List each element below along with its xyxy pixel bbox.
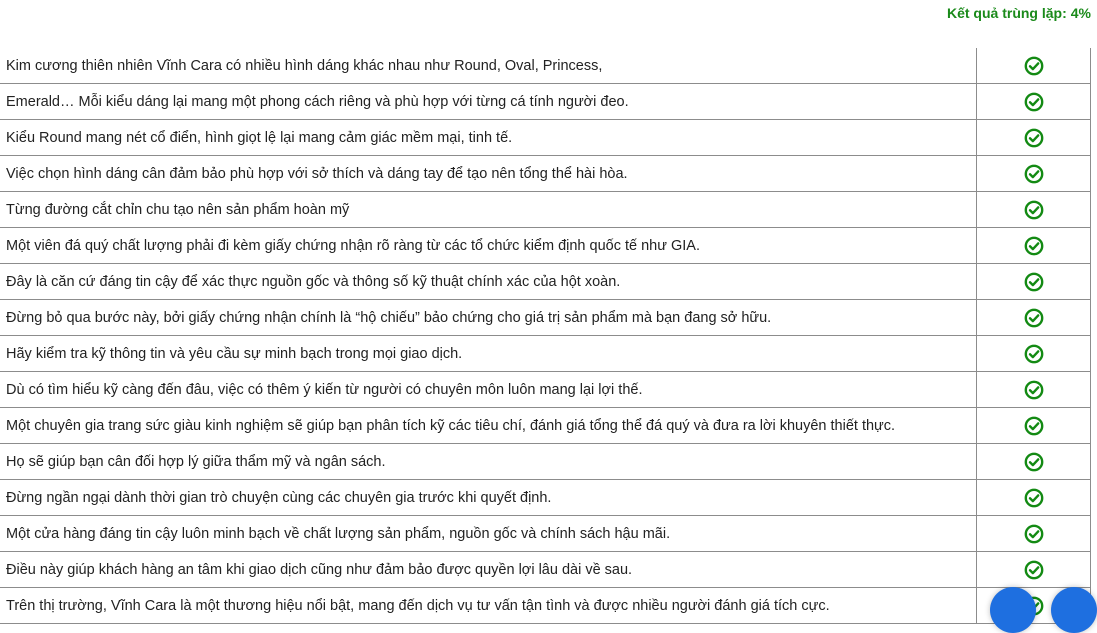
table-row — [0, 336, 1091, 372]
sentence-status — [977, 300, 1091, 336]
table-row — [0, 48, 1091, 84]
chat-button[interactable] — [990, 587, 1036, 633]
sentence-status — [977, 408, 1091, 444]
table-row — [0, 120, 1091, 156]
check-circle-icon — [1024, 128, 1044, 148]
sentence-text: Kim cương thiên nhiên Vĩnh Cara có nhiều hình dáng khác nhau như Round, Oval, Princess, — [0, 48, 977, 84]
table-row — [0, 84, 1091, 120]
sentence-status — [977, 336, 1091, 372]
table-row — [0, 372, 1091, 408]
sentence-text: Họ sẽ giúp bạn cân đối hợp lý giữa thẩm mỹ và ngân sách. — [0, 444, 977, 480]
sentence-text: Trên thị trường, Vĩnh Cara là một thương hiệu nổi bật, mang đến dịch vụ tư vấn tận tình và được nhiều người đánh giá tích cực. — [0, 588, 977, 624]
table-row — [0, 480, 1091, 516]
sentence-status — [977, 48, 1091, 84]
sentence-status — [977, 372, 1091, 408]
sentence-status — [977, 552, 1091, 588]
check-circle-icon — [1024, 200, 1044, 220]
sentence-text: Kiểu Round mang nét cổ điển, hình giọt lệ lại mang cảm giác mềm mại, tinh tế. — [0, 120, 977, 156]
check-circle-icon — [1024, 344, 1044, 364]
sentence-text: Đây là căn cứ đáng tin cậy để xác thực nguồn gốc và thông số kỹ thuật chính xác của hột xoàn. — [0, 264, 977, 300]
check-circle-icon — [1024, 380, 1044, 400]
check-circle-icon — [1024, 416, 1044, 436]
table-row — [0, 408, 1091, 444]
sentence-status — [977, 228, 1091, 264]
sentence-check-table — [0, 48, 1091, 624]
table-row — [0, 588, 1091, 624]
duplicate-result-label: Kết quả trùng lặp: — [946, 5, 1067, 21]
check-circle-icon — [1024, 236, 1044, 256]
table-row — [0, 552, 1091, 588]
check-circle-icon — [1024, 272, 1044, 292]
sentence-status — [977, 192, 1091, 228]
sentence-text: Một viên đá quý chất lượng phải đi kèm giấy chứng nhận rõ ràng từ các tổ chức kiểm định quốc tế như GIA. — [0, 228, 977, 264]
sentence-text: Đừng ngần ngại dành thời gian trò chuyện cùng các chuyên gia trước khi quyết định. — [0, 480, 977, 516]
sentence-check-rows — [0, 48, 1091, 624]
sentence-status — [977, 84, 1091, 120]
sentence-status — [977, 480, 1091, 516]
check-circle-icon — [1024, 452, 1044, 472]
sentence-status — [977, 120, 1091, 156]
sentence-text: Emerald… Mỗi kiểu dáng lại mang một phong cách riêng và phù hợp với từng cá tính người đeo. — [0, 84, 977, 120]
sentence-text: Một chuyên gia trang sức giàu kinh nghiệm sẽ giúp bạn phân tích kỹ các tiêu chí, đánh giá tổng thể đá quý và đưa ra lời khuyên thiết thực. — [0, 408, 977, 444]
sentence-text: Dù có tìm hiểu kỹ càng đến đâu, việc có thêm ý kiến từ người có chuyên môn luôn mang lại lợi thế. — [0, 372, 977, 408]
sentence-text: Đừng bỏ qua bước này, bởi giấy chứng nhận chính là “hộ chiếu” bảo chứng cho giá trị sản phẩm mà bạn đang sở hữu. — [0, 300, 977, 336]
duplicate-result-summary — [947, 5, 1091, 21]
check-circle-icon — [1024, 56, 1044, 76]
check-circle-icon — [1024, 488, 1044, 508]
sentence-text: Một cửa hàng đáng tin cậy luôn minh bạch về chất lượng sản phẩm, nguồn gốc và chính sách hậu mãi. — [0, 516, 977, 552]
table-row — [0, 228, 1091, 264]
check-circle-icon — [1024, 164, 1044, 184]
sentence-status — [977, 444, 1091, 480]
sentence-text: Hãy kiểm tra kỹ thông tin và yêu cầu sự minh bạch trong mọi giao dịch. — [0, 336, 977, 372]
table-row — [0, 300, 1091, 336]
sentence-text: Điều này giúp khách hàng an tâm khi giao dịch cũng như đảm bảo được quyền lợi lâu dài về sau. — [0, 552, 977, 588]
table-row — [0, 264, 1091, 300]
sentence-status — [977, 264, 1091, 300]
duplicate-result-value: 4% — [1070, 5, 1091, 21]
table-row — [0, 192, 1091, 228]
table-row — [0, 156, 1091, 192]
check-circle-icon — [1024, 92, 1044, 112]
sentence-text: Từng đường cắt chỉn chu tạo nên sản phẩm hoàn mỹ — [0, 192, 977, 228]
check-circle-icon — [1024, 560, 1044, 580]
sentence-status — [977, 516, 1091, 552]
table-row — [0, 516, 1091, 552]
sentence-status — [977, 156, 1091, 192]
check-circle-icon — [1024, 524, 1044, 544]
table-row — [0, 444, 1091, 480]
check-circle-icon — [1024, 308, 1044, 328]
support-button[interactable] — [1051, 587, 1097, 633]
sentence-text: Việc chọn hình dáng cân đảm bảo phù hợp với sở thích và dáng tay để tạo nên tổng thể hài hòa. — [0, 156, 977, 192]
